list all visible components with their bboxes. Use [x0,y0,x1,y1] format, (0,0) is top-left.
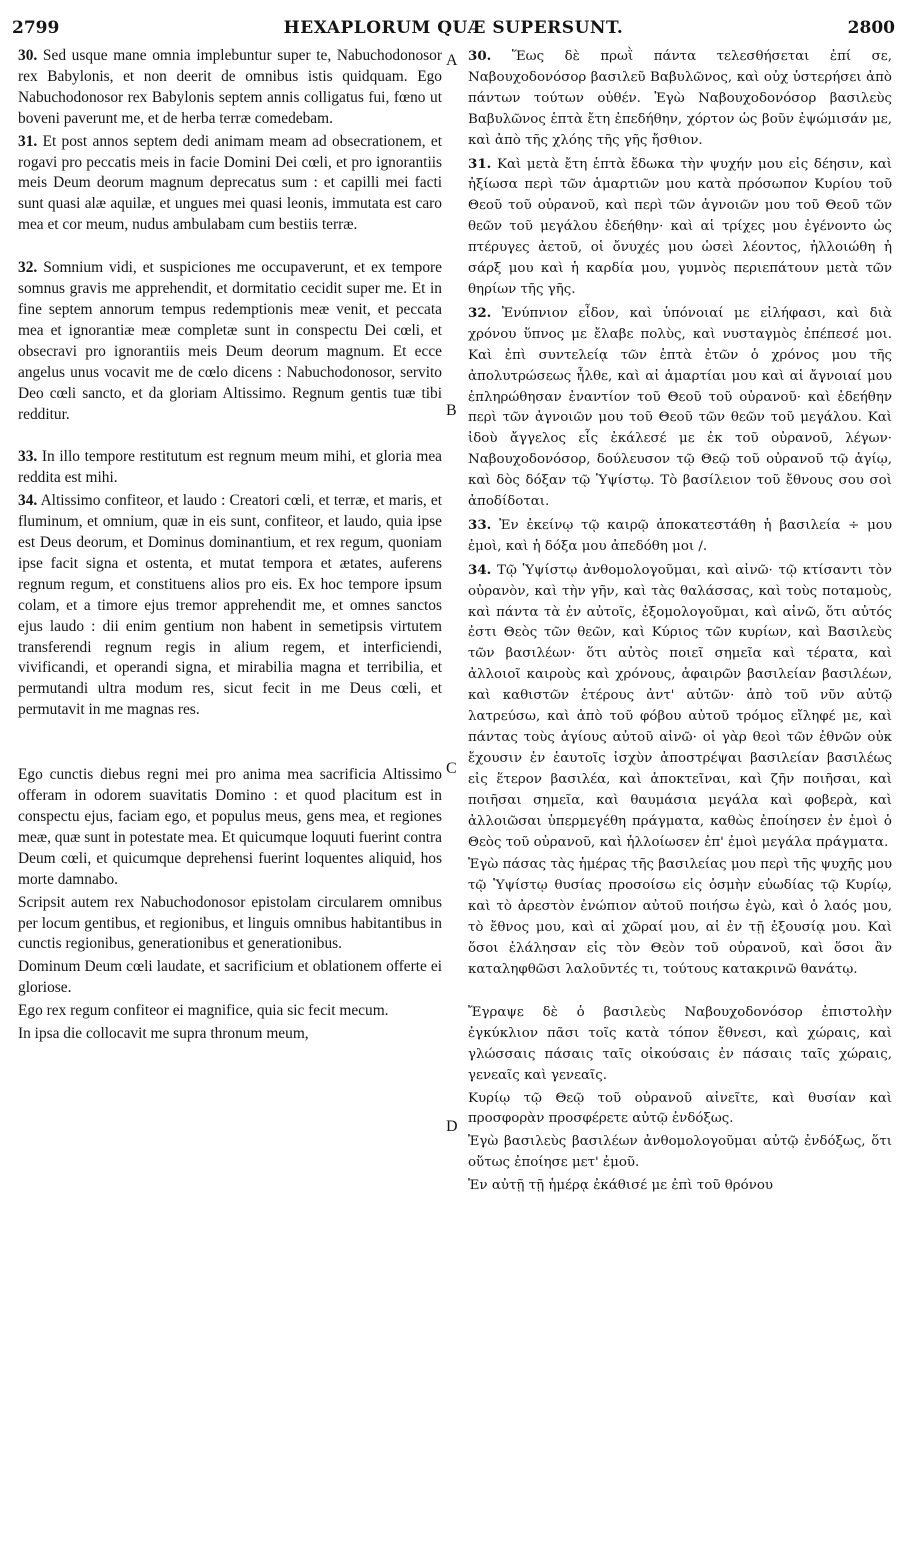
greek-paragraph: Ἐγὼ πάσας τὰς ἡμέρας τῆς βασιλείας μου περὶ τῆς ψυχῆς μου τῷ Ὑψίστῳ θυσίας προσοίσω εἰς ὀσμὴν εὐωδίας τῷ Κυρίῳ, καὶ τὸ ἀρεστὸν ἐνώπιον αὐτοῦ ποιήσω ἐγὼ, καὶ ὁ λαός μου, τὸ ἔθνος μου, καὶ αἱ χῶραί μου, αἱ ἐν τῇ ἐξουσίᾳ μου. Καὶ ὅσοι ἐλάλησαν εἰς τὸν Θεὸν τοῦ οὐρανοῦ, καὶ ὅσοι ἂν καταληφθῶσι λαλοῦντές τι, τούτους κατακρινῶ θανάτῳ. [468,857,892,977]
section-marker-d: D [446,1118,458,1135]
running-title: HEXAPLORUM QUÆ SUPERSUNT. [283,18,624,38]
latin-paragraph: Ego rex regum confiteor ei magnifice, quia sic fecit mecum. [18,1002,389,1020]
greek-verse-33: 33. Ἐν ἐκείνῳ τῷ καιρῷ ἀποκατεστάθη ἡ βασιλεία ÷ μου ἐμοὶ, καὶ ἡ δόξα μου ἀπεδόθη μοι /. [468,516,892,554]
greek-paragraph: Ἔγραψε δὲ ὁ βασιλεὺς Ναβουχοδονόσορ ἐπιστολὴν ἐγκύκλιον πᾶσι τοῖς κατὰ τόπον ἔθνεσι, καὶ χώραις, καὶ γλώσσαις πάσαις ταῖς οἰκούσαις ἐν πάσαις ταῖς χώραις, γενεαῖς καὶ γενεαῖς. [468,1004,892,1083]
section-marker-c: C [446,760,457,777]
page-header [0,0,907,38]
latin-verse-32: 32. Somnium vidi, et suspiciones me occupaverunt, et ex tempore somnus gravis me apprehendit, et dormitatio cecidit super me. Et in fine septem annorum tempus redemptionis meæ venit, et peccata mea et ignorantiæ meæ completæ sunt in conspectu Dei cœli, et obsecravi pro ignorantiis meis Deum deorum magnum. Et ecce angelus unus vocavit me de cœlo dicens : Nabuchodonosor, servito Deo cœli sancto, et da gloriam Altissimo. Regnum gentis tuæ tibi redditur. [18,259,442,423]
latin-verse-31: 31. Et post annos septem dedi animam meam ad obsecrationem, et rogavi pro peccatis meis in facie Domini Dei cœli, et pro ignorantiis meis Deum deorum magnum deprecatus sum : et capilli mei facti sunt quasi alæ aquilæ, et ungues mei quasi leonis, immutata est caro mea et cor meum, nudus ambulabam cum bestiis terræ. [18,132,442,234]
latin-paragraph: In ipsa die collocavit me supra thronum meum, [18,1025,309,1043]
greek-verse-32: 32. Ἐνύπνιον εἶδον, καὶ ὑπόνοιαί με εἰλήφασι, καὶ διὰ χρόνου ὕπνος με ἔλαβε πολὺς, καὶ νυσταγμὸς ἐπέπεσέ μοι. Καὶ ἐπὶ συντελείᾳ τῶν ἑπτὰ ἐτῶν ὁ χρόνος μου τῆς ἀπολυτρώσεως ἦλθε, καὶ αἱ ἁμαρτίαι μου καὶ αἱ ἄγνοιαί μου ἐπληρώθησαν ἐναντίον τοῦ Θεοῦ τοῦ οὐρανοῦ· καὶ ἐδεήθην περὶ τῶν ἀγνοιῶν μου τοῦ Θεοῦ τῶν θεῶν τοῦ μεγάλου. Καὶ ἰδοὺ ἄγγελος εἷς ἐκάλεσέ με ἐκ τοῦ οὐρανοῦ, λέγων· Ναβουχοδονόσορ, δούλευσον τῷ Θεῷ τοῦ οὐρανοῦ τῷ ἁγίῳ, καὶ δὸς δόξαν τῷ Ὑψίστῳ. Τὸ βασίλειον τοῦ ἔθνους σου σοὶ ἀποδίδοται. [468,304,892,510]
greek-column [468,46,892,1199]
latin-paragraph: Ego cunctis diebus regni mei pro anima mea sacrificia Altissimo offeram in odorem suavitatis Domino : et quod placitum est in conspectu ejus, faciam ego, et populus meus, gens mea, et regiones meæ, quæ sunt in potestate mea. Et quicumque loquuti fuerint contra Deum cœli, et quicumque deprehensi fuerint loquentes aliquid, hos morte damnabo. [18,766,443,888]
page-number-left: 2799 [12,18,60,38]
greek-paragraph: Ἐν αὐτῇ τῇ ἡμέρᾳ ἐκάθισέ με ἐπὶ τοῦ θρόνου [468,1178,774,1194]
greek-verse-30: 30. Ἕως δὲ πρωῒ πάντα τελεσθήσεται ἐπί σε, Ναβουχοδονόσορ βασιλεῦ Βαβυλῶνος, καὶ οὐχ ὑστερήσει ἀπὸ πάντων τούτων οὐθέν. Ἐγὼ Ναβουχοδονόσορ βασιλεὺς Βαβυλῶνος ἑπτὰ ἔτη ἐπεδήθην, χόρτον ὡς βοῦν ἐψώμισάν με, καὶ ἀπὸ τῆς χλόης τῆς γῆς ἤσθιον. [468,48,892,148]
latin-verse-34: 34. Altissimo confiteor, et laudo : Creatori cœli, et terræ, et maris, et fluminum, et omnium, quæ in eis sunt, confiteor, et laudo, quia ipse est Deus deorum, et Dominus dominantium, et rex regum, quoniam ipse facit signa et ostenta, et mutat tempora et ætates, auferens regnum regum, et constituens alios pro eis. Ex hoc tempore ipsum colam, et a timore ejus tremor apprehendit me, et omnes sanctos ejus laudo : dii enim gentium non habent in semetipsis virtutem transferendi regnum regis in alium regem, et interficiendi, vivificandi, et operandi signa, et mirabilia magna et terribilia, et permutandi ultra modum res, sicut fecit in me Deus cœli, et permutavit in me magnas res. [18,492,443,719]
greek-paragraph: Κυρίῳ τῷ Θεῷ τοῦ οὐρανοῦ αἰνεῖτε, καὶ θυσίαν καὶ προσφορὰν προσφέρετε αὐτῷ ἐνδόξως. [468,1090,892,1127]
greek-paragraph: Ἐγὼ βασιλεὺς βασιλέων ἀνθομολογοῦμαι αὐτῷ ἐνδόξως, ὅτι οὕτως ἐποίησε μετ' ἐμοῦ. [468,1134,892,1171]
greek-verse-31: 31. Καὶ μετὰ ἔτη ἑπτὰ ἔδωκα τὴν ψυχήν μου εἰς δέησιν, καὶ ἠξίωσα περὶ τῶν ἁμαρτιῶν μου κατὰ πρόσωπον Κυρίου τοῦ Θεοῦ τοῦ οὐρανοῦ, καὶ περὶ τῶν ἀγνοιῶν μου τοῦ Θεοῦ τῶν θεῶν τοῦ μεγάλου ἐδεήθην· καὶ αἱ τρίχες μου ἐγένοντο ὡς πτέρυγες ἀετοῦ, οἱ ὄνυχές μου ὡσεὶ λέοντος, ἠλλοιώθη ἡ σάρξ μου καὶ ἡ καρδία μου, γυμνὸς περιεπάτουν μετὰ τῶν θηρίων τῆς γῆς. [468,155,892,297]
latin-column [18,46,442,1047]
latin-verse-33: 33. In illo tempore restitutum est regnum meum mihi, et gloria mea reddita est mihi. [18,448,442,487]
greek-verse-34: 34. Τῷ Ὑψίστῳ ἀνθομολογοῦμαι, καὶ αἰνῶ· τῷ κτίσαντι τὸν οὐρανὸν, καὶ τὴν γῆν, καὶ τὰς θαλάσσας, καὶ τοὺς ποταμοὺς, καὶ πάντα τὰ ἐν αὐτοῖς, ἐξομολογοῦμαι, καὶ αἰνῶ, ὅτι αὐτός ἐστι Θεὸς τῶν θεῶν, καὶ Κύριος τῶν κυρίων, καὶ Βασιλεὺς τῶν βασιλέων· ὅτι αὐτὸς ποιεῖ σημεῖα καὶ τέρατα, καὶ ἀλλοιοῖ καιροὺς καὶ χρόνους, ἀφαιρῶν βασιλείαν βασιλέων, καὶ καθιστῶν ἑτέρους ἀντ' αὐτῶν· ἀπὸ τοῦ νῦν αὐτῷ λατρεύσω, καὶ ἀπὸ τοῦ φόβου αὐτοῦ τρόμος εἴληφέ με, καὶ πάντας τοὺς ἁγίους αὐτοῦ αἰνῶ· οἱ γὰρ θεοὶ τῶν ἐθνῶν οὐκ ἔχουσιν ἐν ἑαυτοῖς ἰσχὺν ἀποστρέψαι βασιλείαν βασιλέως εἰς ἕτερον βασιλέα, καὶ ἀποκτεῖναι, καὶ ζῆν ποιῆσαι, καὶ ποιῆσαι σημεῖα, καὶ θαυμάσια μεγάλα καὶ φοβερὰ, καὶ ἀλλοιῶσαι ὑπερμεγέθη πράγματα, καθὼς ἐποίησεν ἐν ἐμοὶ ὁ Θεὸς τοῦ οὐρανοῦ, καὶ ἠλλοίωσεν ἐπ' ἐμοὶ μεγάλα πράγματα. [468,561,892,850]
latin-paragraph: Scripsit autem rex Nabuchodonosor epistolam circularem omnibus per locum gentibus, et regionibus, et linguis omnibus habitantibus in cunctis regionibus, generationibus et generationibus. [18,893,442,953]
section-marker-b: B [446,402,457,419]
latin-verse-30: 30. Sed usque mane omnia implebuntur super te, Nabuchodonosor rex Babylonis, et non deerit de omnibus istis quidquam. Ego Nabuchodonosor rex Babylonis septem annis colligatus fui, fœno ut boveni paverunt me, et de herba terræ comedebam. [18,47,442,127]
section-marker-a: A [446,52,458,69]
page-number-right: 2800 [847,18,895,38]
latin-paragraph: Dominum Deum cœli laudate, et sacrificium et oblationem offerte ei gloriose. [18,958,442,997]
